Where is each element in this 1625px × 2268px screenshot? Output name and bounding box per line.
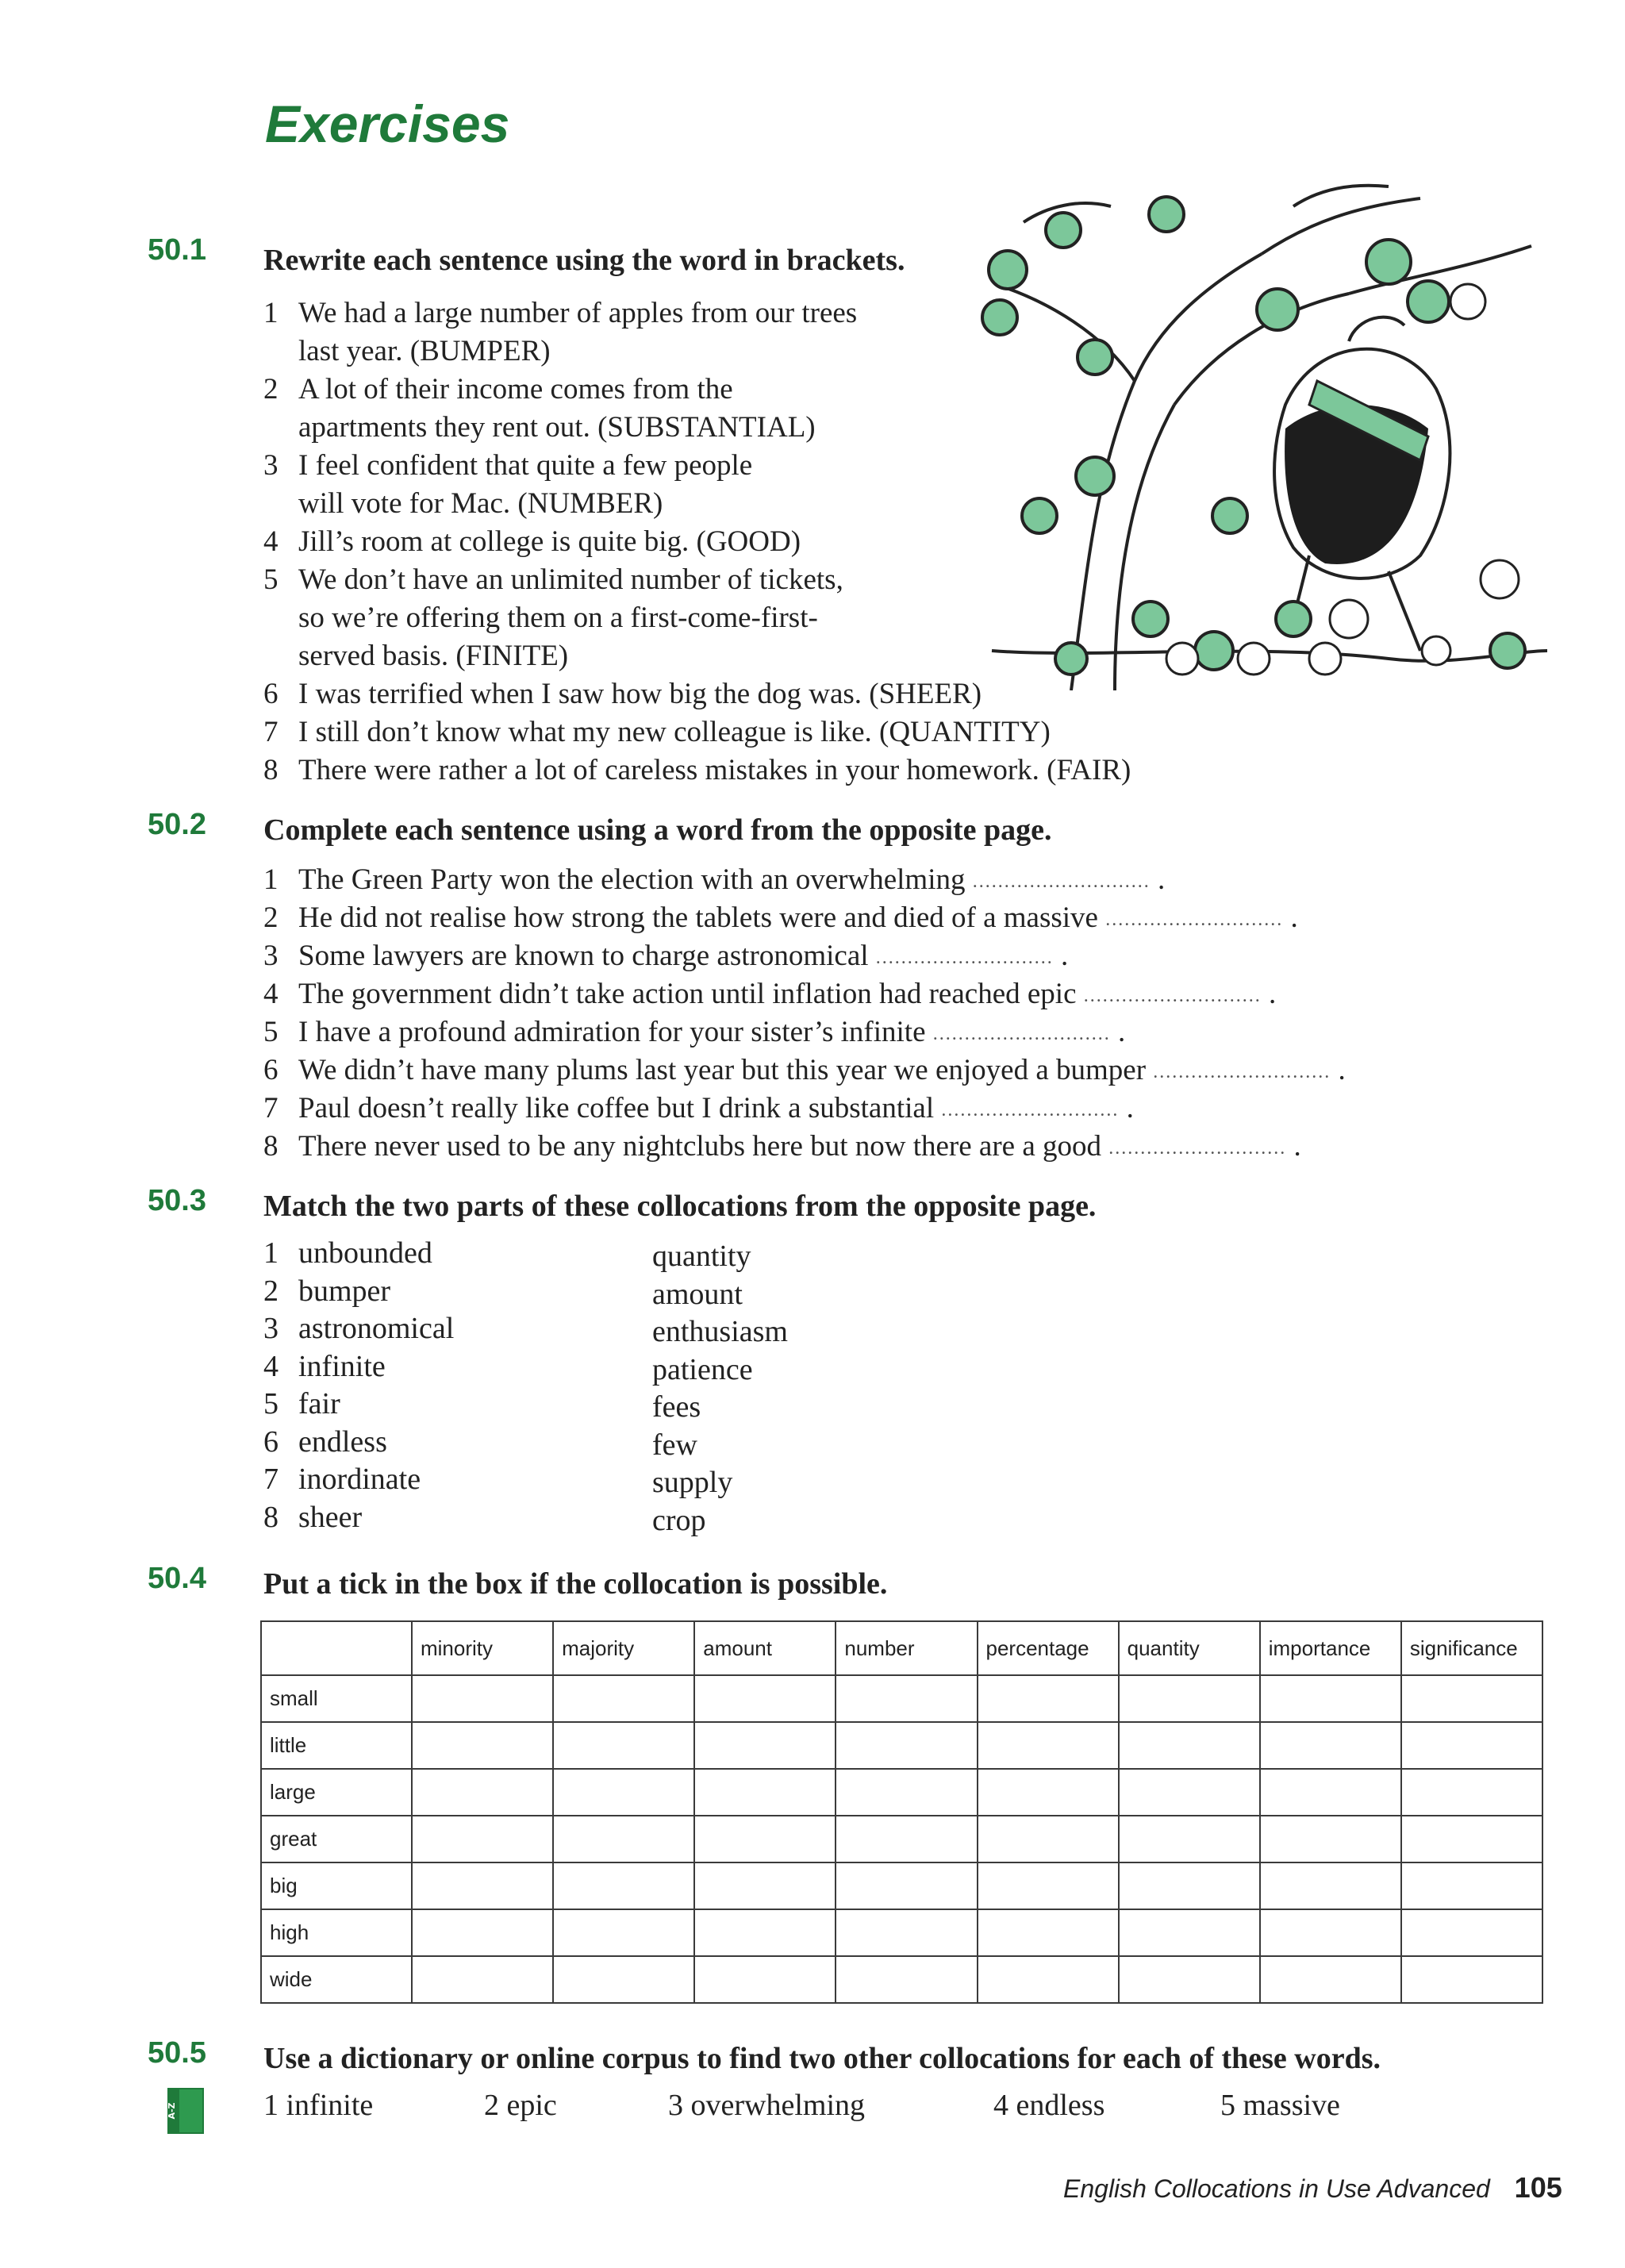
tick-box[interactable] xyxy=(412,1956,553,2003)
table-row xyxy=(261,1675,1542,1722)
row-header: large xyxy=(261,1769,412,1816)
match-right-item[interactable]: quantity xyxy=(652,1240,751,1273)
tick-box[interactable] xyxy=(694,1816,836,1862)
tick-box[interactable] xyxy=(1260,1675,1401,1722)
tick-box[interactable] xyxy=(1260,1769,1401,1816)
item-word: epic xyxy=(506,2089,557,2122)
item-text: I still don’t know what my new colleague is like. xyxy=(298,716,872,748)
tick-box[interactable] xyxy=(1401,1909,1542,1956)
tick-box[interactable] xyxy=(978,1722,1119,1769)
answer-blank[interactable]: ............................ xyxy=(972,871,1151,892)
table-row xyxy=(261,1862,1542,1909)
item-number: 2 xyxy=(263,373,279,406)
item-number: 5 xyxy=(263,1016,279,1048)
tick-box[interactable] xyxy=(1401,1769,1542,1816)
tick-box[interactable] xyxy=(1119,1769,1260,1816)
column-header: minority xyxy=(412,1621,553,1675)
table-row xyxy=(261,1722,1542,1769)
tick-box[interactable] xyxy=(1401,1816,1542,1862)
item-text-wrap: Paul doesn’t really like coffee but I drink a substantial ............................ . xyxy=(298,1092,1134,1124)
match-right-item[interactable]: patience xyxy=(652,1352,753,1386)
tick-box[interactable] xyxy=(1260,1862,1401,1909)
tick-box[interactable] xyxy=(836,1909,977,1956)
tick-box[interactable] xyxy=(412,1909,553,1956)
tick-box[interactable] xyxy=(553,1816,694,1862)
ex1-item-2-cont xyxy=(298,409,816,446)
tick-box[interactable] xyxy=(412,1675,553,1722)
match-word: astronomical xyxy=(298,1312,455,1345)
ex5-item-1 xyxy=(263,2087,373,2124)
tick-box[interactable] xyxy=(1401,1862,1542,1909)
exercise-instruction-50-3: Match the two parts of these collocations from the opposite page. xyxy=(263,1190,1097,1223)
match-left-list xyxy=(263,1235,454,1536)
ex1-item-4 xyxy=(263,524,801,560)
table-row xyxy=(261,1769,1542,1816)
item-text: Paul doesn’t really like coffee but I drink a substantial xyxy=(298,1092,935,1124)
tick-box[interactable] xyxy=(836,1956,977,2003)
exercise-instruction-50-4: Put a tick in the box if the collocation is possible. xyxy=(263,1567,888,1601)
row-header: big xyxy=(261,1862,412,1909)
item-word: overwhelming xyxy=(690,2089,866,2122)
item-text: Some lawyers are known to charge astronomical xyxy=(298,940,869,972)
tick-box[interactable] xyxy=(1119,1722,1260,1769)
item-text: We had a large number of apples from our trees xyxy=(298,297,858,329)
item-text: A lot of their income comes from the xyxy=(298,373,733,406)
tick-box[interactable] xyxy=(978,1909,1119,1956)
item-text: He did not realise how strong the tablets were and died of a massive xyxy=(298,901,1098,934)
tick-box[interactable] xyxy=(553,1956,694,2003)
item-number: 3 xyxy=(668,2089,683,2122)
match-right-item[interactable]: few xyxy=(652,1428,697,1462)
collocation-grid xyxy=(260,1620,1543,2004)
tick-box[interactable] xyxy=(412,1769,553,1816)
table-row xyxy=(261,1956,1542,2003)
exercise-instruction-50-1: Rewrite each sentence using the word in brackets. xyxy=(263,244,905,277)
item-number: 7 xyxy=(263,716,279,748)
item-number: 4 xyxy=(993,2089,1008,2122)
tick-box[interactable] xyxy=(978,1862,1119,1909)
tick-box[interactable] xyxy=(836,1675,977,1722)
exercise-number-50-5: 50.5 xyxy=(148,2036,206,2070)
exercise-number-50-1: 50.1 xyxy=(148,233,206,267)
tick-box[interactable] xyxy=(978,1956,1119,2003)
match-left-item[interactable] xyxy=(263,1424,454,1462)
item-number: 1 xyxy=(263,297,279,329)
tick-box[interactable] xyxy=(836,1862,977,1909)
tick-box[interactable] xyxy=(836,1769,977,1816)
tick-box[interactable] xyxy=(1119,1956,1260,2003)
tick-box[interactable] xyxy=(1260,1816,1401,1862)
item-text-cont: served basis. xyxy=(298,640,449,672)
ex1-item-5-cont xyxy=(298,600,818,636)
exercise-instruction-50-2: Complete each sentence using a word from the opposite page. xyxy=(263,813,1052,847)
ex5-item-5 xyxy=(1220,2087,1340,2124)
tick-box[interactable] xyxy=(412,1862,553,1909)
item-number: 5 xyxy=(263,1387,279,1420)
tick-box[interactable] xyxy=(836,1816,977,1862)
item-text-wrap xyxy=(298,676,982,713)
item-text-wrap: He did not realise how strong the tablets were and died of a massive ............................ . xyxy=(298,901,1298,934)
item-number: 2 xyxy=(263,901,279,934)
item-number: 8 xyxy=(263,754,279,786)
answer-blank[interactable]: ............................ xyxy=(1083,986,1262,1006)
ex1-item-1 xyxy=(263,295,858,332)
exercise-number-50-2: 50.2 xyxy=(148,808,206,841)
item-text-wrap xyxy=(298,714,1051,751)
item-keyword: (SHEER) xyxy=(869,678,982,710)
tick-box[interactable] xyxy=(553,1675,694,1722)
ex1-item-7 xyxy=(263,714,1051,751)
item-number: 5 xyxy=(1220,2089,1235,2122)
item-text-wrap: The government didn’t take action until inflation had reached epic ............................ . xyxy=(298,978,1277,1010)
ex2-item-4 xyxy=(263,976,1277,1013)
item-number: 2 xyxy=(484,2089,499,2122)
item-number: 7 xyxy=(263,1092,279,1124)
match-right-item[interactable]: fees xyxy=(652,1390,701,1424)
item-number: 8 xyxy=(263,1500,279,1534)
item-number: 1 xyxy=(263,863,279,896)
column-header: percentage xyxy=(978,1621,1119,1675)
item-keyword: (QUANTITY) xyxy=(879,716,1051,748)
item-text-wrap: I have a profound admiration for your sister’s infinite ............................ . xyxy=(298,1016,1126,1048)
item-number: 7 xyxy=(263,1463,279,1496)
ex2-item-1 xyxy=(263,862,1166,898)
ex1-item-3-cont xyxy=(298,486,663,522)
column-header: number xyxy=(836,1621,977,1675)
column-header: importance xyxy=(1260,1621,1401,1675)
tick-box[interactable] xyxy=(412,1816,553,1862)
ex5-item-2 xyxy=(484,2087,557,2124)
column-header: majority xyxy=(553,1621,694,1675)
item-text-cont: last year. xyxy=(298,335,403,367)
tick-box[interactable] xyxy=(553,1769,694,1816)
answer-blank[interactable]: ............................ xyxy=(1105,909,1284,930)
ex1-item-1-cont xyxy=(298,333,551,370)
item-text: I was terrified when I saw how big the dog was. xyxy=(298,678,862,710)
tick-box[interactable] xyxy=(1401,1722,1542,1769)
match-left-item[interactable] xyxy=(263,1461,454,1499)
item-keyword: (BUMPER) xyxy=(409,335,551,367)
match-word: sheer xyxy=(298,1500,363,1534)
match-left-item[interactable] xyxy=(263,1386,454,1424)
item-number: 4 xyxy=(263,1349,279,1383)
ex2-item-3 xyxy=(263,938,1069,974)
item-text-wrap: The Green Party won the election with an overwhelming ............................ . xyxy=(298,863,1166,896)
tick-box[interactable] xyxy=(1401,1675,1542,1722)
answer-blank[interactable]: ............................ xyxy=(1108,1138,1287,1159)
tick-box[interactable] xyxy=(694,1722,836,1769)
row-header: high xyxy=(261,1909,412,1956)
answer-blank[interactable]: ............................ xyxy=(875,948,1054,968)
tick-box[interactable] xyxy=(694,1862,836,1909)
match-left-item[interactable] xyxy=(263,1273,454,1311)
dictionary-book-icon xyxy=(163,2085,208,2136)
item-number: 1 xyxy=(263,2089,279,2122)
exercise-number-50-4: 50.4 xyxy=(148,1562,206,1595)
page-title: Exercises xyxy=(265,94,510,153)
ex2-item-5 xyxy=(263,1014,1126,1051)
tick-box[interactable] xyxy=(553,1722,694,1769)
item-text: I have a profound admiration for your sister’s infinite xyxy=(298,1016,926,1048)
tick-box[interactable] xyxy=(1260,1722,1401,1769)
ex1-item-5-cont2 xyxy=(298,638,568,675)
ex5-item-4 xyxy=(993,2087,1104,2124)
match-right-list xyxy=(652,1238,788,1540)
item-number: 5 xyxy=(263,563,279,596)
ex1-item-6 xyxy=(263,676,982,713)
item-text-wrap: Some lawyers are known to charge astronomical ............................ . xyxy=(298,940,1069,972)
item-text-wrap: There never used to be any nightclubs here but now there are a good ............................ . xyxy=(298,1130,1301,1163)
row-header: little xyxy=(261,1722,412,1769)
tick-box[interactable] xyxy=(694,1956,836,2003)
answer-blank[interactable]: ............................ xyxy=(1153,1062,1331,1082)
column-header: quantity xyxy=(1119,1621,1260,1675)
tick-box[interactable] xyxy=(978,1769,1119,1816)
item-word: massive xyxy=(1243,2089,1340,2122)
item-number: 3 xyxy=(263,449,279,482)
ex2-item-7 xyxy=(263,1090,1134,1127)
item-number: 3 xyxy=(263,1312,279,1345)
tick-box[interactable] xyxy=(1119,1862,1260,1909)
item-number: 3 xyxy=(263,940,279,972)
match-left-item[interactable] xyxy=(263,1235,454,1273)
tick-box[interactable] xyxy=(553,1909,694,1956)
item-text: Jill’s room at college is quite big. xyxy=(298,525,690,558)
ex1-item-5 xyxy=(263,562,843,598)
book-icon-label: A-Z xyxy=(167,2102,177,2120)
item-word: infinite xyxy=(286,2089,374,2122)
tick-box[interactable] xyxy=(694,1675,836,1722)
item-text-cont: will vote for Mac. xyxy=(298,487,511,520)
item-number: 4 xyxy=(263,525,279,558)
item-text: I feel confident that quite a few people xyxy=(298,449,753,482)
row-header: small xyxy=(261,1675,412,1722)
page-footer xyxy=(1063,2171,1562,2205)
tick-box[interactable] xyxy=(978,1675,1119,1722)
item-text: The Green Party won the election with an overwhelming xyxy=(298,863,966,896)
page-number: 105 xyxy=(1514,2171,1562,2204)
item-text-cont: so we’re offering them on a first-come-first- xyxy=(298,602,818,634)
item-keyword: (FINITE) xyxy=(455,640,569,672)
item-number: 8 xyxy=(263,1130,279,1163)
item-number: 4 xyxy=(263,978,279,1010)
tick-box[interactable] xyxy=(1119,1675,1260,1722)
match-right-item[interactable]: enthusiasm xyxy=(652,1315,788,1348)
tick-box[interactable] xyxy=(694,1769,836,1816)
item-text: We don’t have an unlimited number of tickets, xyxy=(298,563,843,596)
grid-corner-cell xyxy=(261,1621,412,1675)
book-title: English Collocations in Use Advanced xyxy=(1063,2174,1490,2203)
exercise-number-50-3: 50.3 xyxy=(148,1184,206,1217)
tick-box[interactable] xyxy=(836,1722,977,1769)
column-header: amount xyxy=(694,1621,836,1675)
match-left-item[interactable] xyxy=(263,1310,454,1348)
item-keyword: (FAIR) xyxy=(1047,754,1131,786)
grid-header-row xyxy=(261,1621,1542,1675)
tick-box[interactable] xyxy=(1401,1956,1542,2003)
match-left-item[interactable] xyxy=(263,1499,454,1537)
exercise-instruction-50-5: Use a dictionary or online corpus to find two other collocations for each of these words. xyxy=(263,2042,1381,2075)
item-number: 2 xyxy=(263,1274,279,1308)
ex1-item-8 xyxy=(263,752,1131,789)
item-text-wrap: We didn’t have many plums last year but this year we enjoyed a bumper ............................ . xyxy=(298,1054,1346,1086)
item-text-wrap xyxy=(298,524,801,560)
ex1-item-3 xyxy=(263,448,753,484)
ex2-item-8 xyxy=(263,1128,1301,1165)
answer-blank[interactable]: ............................ xyxy=(941,1100,1120,1121)
item-number: 1 xyxy=(263,1236,279,1270)
row-header: wide xyxy=(261,1956,412,2003)
item-keyword: (GOOD) xyxy=(696,525,801,558)
ex2-item-6 xyxy=(263,1052,1346,1089)
item-text: We didn’t have many plums last year but this year we enjoyed a bumper xyxy=(298,1054,1147,1086)
match-right-item[interactable]: supply xyxy=(652,1466,733,1499)
tick-box[interactable] xyxy=(1260,1956,1401,2003)
item-number: 6 xyxy=(263,1054,279,1086)
item-number: 6 xyxy=(263,1424,279,1459)
match-word: endless xyxy=(298,1424,387,1459)
item-text: There never used to be any nightclubs here but now there are a good xyxy=(298,1130,1101,1163)
tick-box[interactable] xyxy=(694,1909,836,1956)
row-header: great xyxy=(261,1816,412,1862)
item-keyword: (NUMBER) xyxy=(517,487,663,520)
item-text-wrap xyxy=(298,752,1131,789)
tick-box[interactable] xyxy=(1119,1909,1260,1956)
item-number: 6 xyxy=(263,678,279,710)
apple-tree-illustration-icon xyxy=(976,175,1547,690)
item-text: The government didn’t take action until inflation had reached epic xyxy=(298,978,1077,1010)
item-text: There were rather a lot of careless mistakes in your homework. xyxy=(298,754,1039,786)
ex5-item-3 xyxy=(668,2087,865,2124)
column-header: significance xyxy=(1401,1621,1542,1675)
tick-box[interactable] xyxy=(1260,1909,1401,1956)
match-word: inordinate xyxy=(298,1463,421,1496)
match-word: unbounded xyxy=(298,1236,432,1270)
match-left-item[interactable] xyxy=(263,1348,454,1386)
tick-box[interactable] xyxy=(1119,1816,1260,1862)
tick-box[interactable] xyxy=(553,1862,694,1909)
ex1-item-2 xyxy=(263,371,733,408)
match-word: bumper xyxy=(298,1274,391,1308)
match-word: fair xyxy=(298,1387,340,1420)
table-row xyxy=(261,1909,1542,1956)
match-word: infinite xyxy=(298,1349,386,1383)
answer-blank[interactable]: ............................ xyxy=(932,1024,1111,1044)
tick-box[interactable] xyxy=(978,1816,1119,1862)
match-right-item[interactable]: crop xyxy=(652,1503,706,1537)
item-word: endless xyxy=(1016,2089,1105,2122)
ex2-item-2 xyxy=(263,900,1298,936)
table-row xyxy=(261,1816,1542,1862)
item-keyword: (SUBSTANTIAL) xyxy=(597,411,816,444)
match-right-item[interactable]: amount xyxy=(652,1277,743,1311)
tick-box[interactable] xyxy=(412,1722,553,1769)
item-text-cont: apartments they rent out. xyxy=(298,411,590,444)
